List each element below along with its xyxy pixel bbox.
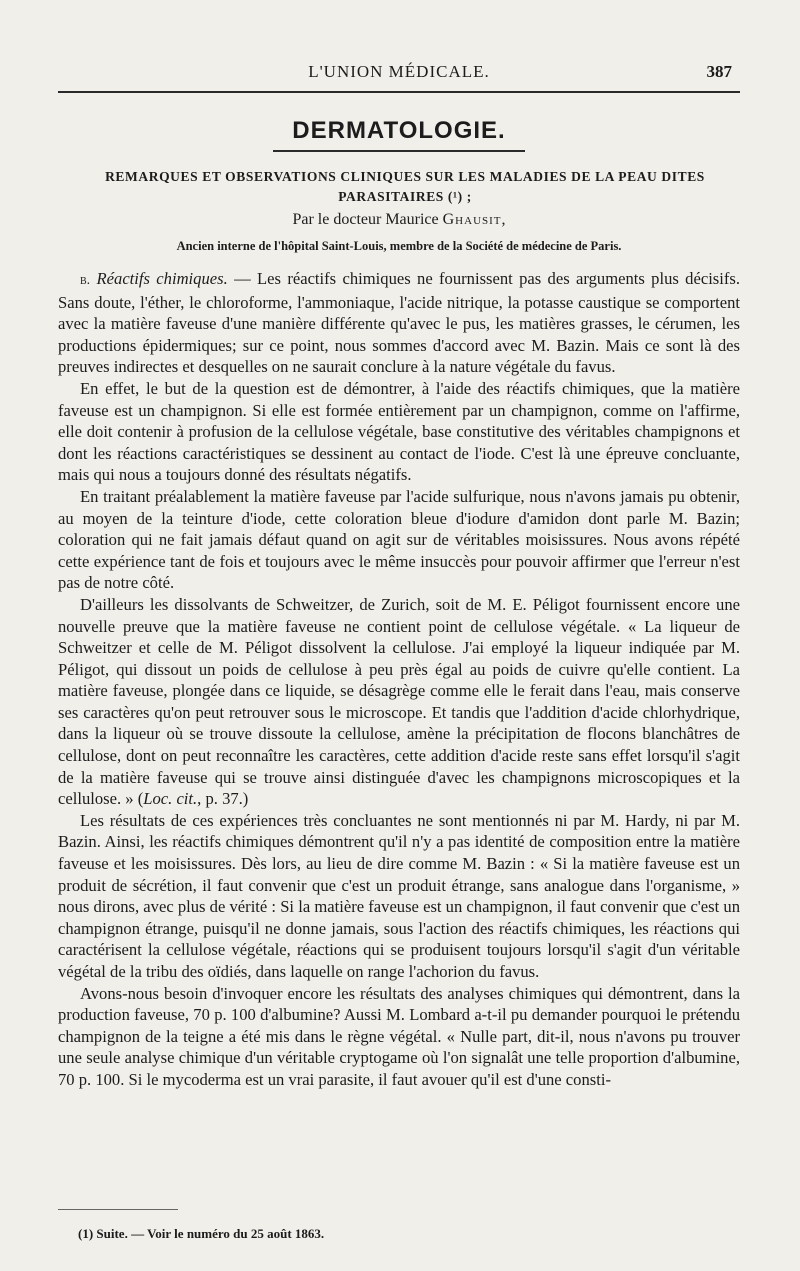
header-rule xyxy=(58,91,740,93)
author-name: Ghausit xyxy=(442,211,502,228)
paragraph-1 xyxy=(58,268,740,378)
footnote-rule xyxy=(58,1209,178,1210)
paragraph-6: Avons-nous besoin d'invoquer encore les résultats des analyses chimiques qui démontrent, dans la production faveuse, 70 p. 100 d'albumine? Aussi M. Lombard a-t-il pu demander pourquoi le prétendu champignon de la teigne a été mis dans le règne végétal. « Nulle part, dit-il, nous n'avons pu trouver une seule analyse chimique d'un véritable cryptogame où l'on signalât une telle proportion d'albumine, 70 p. 100. Si le mycoderma est un vrai parasite, il faut avouer qu'il est d'une consti- xyxy=(58,983,740,1089)
footnote: (1) Suite. — Voir le numéro du 25 août 1863. xyxy=(78,1226,325,1241)
paragraph-4 xyxy=(58,594,740,810)
citation: Loc. cit. xyxy=(143,789,198,809)
running-head xyxy=(58,62,740,86)
paragraph-1-text: — Les réactifs chimiques ne fournissent pas des arguments plus décisifs. Sans doute, l'éther, le chloroforme, l'ammoniaque, l'acide nitrique, la potasse caustique se comportent avec la matière faveuse d'une manière différente qu'avec le pus, les matières grasses, le cérumen, les productions épidermiques; sur ce point, nous sommes d'accord avec M. Bazin. Mais ce sont là des preuves indirectes et desquelles on ne saurait conclure à la nature végétale du favus. xyxy=(58,269,741,377)
article-body xyxy=(58,268,740,1091)
citation-end: , p. 37.) xyxy=(197,789,249,809)
section-heading-rule xyxy=(273,150,525,152)
journal-page xyxy=(58,0,740,1271)
author-prefix: Par le docteur Maurice xyxy=(292,211,443,228)
article-title: REMARQUES ET OBSERVATIONS CLINIQUES SUR LES MALADIES DE LA PEAU DITES PARASITAIRES (¹) ; xyxy=(105,169,705,204)
section-heading: DERMATOLOGIE. xyxy=(292,117,506,144)
paragraph-5: Les résultats de ces expériences très concluantes ne sont mentionnés ni par M. Hardy, ni par M. Bazin. Ainsi, les réactifs chimiques démontrent qu'il n'y a pas identité de composition entre la matière faveuse et les moisissures. Dès lors, au lieu de dire comme M. Bazin : « Si la matière faveuse est un produit de sécrétion, il faut convenir que c'est un produit étrange, sans analogue dans l'organisme, » nous dirons, avec plus de vérité : Si la matière faveuse est un champignon, il faut convenir que c'est un champignon étrange, puisqu'il ne donne jamais, sous l'action des réactifs chimiques, les réactions qui caractérisent la cellulose végétale, réactions qui se produisent toujours lorsqu'il s'agit d'un véritable végétal de la tribu des oïdiés, dans laquelle on range l'achorion du favus. xyxy=(58,810,740,981)
page-number: 387 xyxy=(706,62,732,81)
paragraph-label: b. xyxy=(80,273,91,288)
subsection-heading: Réactifs chimiques. xyxy=(96,269,228,288)
paragraph-2: En effet, le but de la question est de démontrer, à l'aide des réactifs chimiques, que la matière faveuse est un champignon. Si elle est formée entièrement par un champignon, comme on l'affirme, elle doit contenir à profusion de la cellulose végétale, base constitutive des véritables champignons et dont les réactions caractéristiques se dessinent au contact de l'iode. C'est là une épreuve concluante, mais qui nous a toujours donné des résultats négatifs. xyxy=(58,378,740,485)
author-suffix: , xyxy=(501,211,506,228)
author-affiliation: Ancien interne de l'hôpital Saint-Louis, membre de la Société de médecine de Paris. xyxy=(176,239,622,253)
paragraph-3: En traitant préalablement la matière faveuse par l'acide sulfurique, nous n'avons jamais pu obtenir, au moyen de la teinture d'iode, cette coloration bleue d'iodure d'amidon dont parle M. Bazin; coloration qui ne fait jamais défaut quand on agit sur de véritables moisissures. Nous avons répété cette expérience tant de fois et toujours avec le même insuccès pour pouvoir affirmer que l'erreur n'est pas de notre côté. xyxy=(58,486,740,593)
running-title: L'UNION MÉDICALE. xyxy=(308,62,490,81)
paragraph-4-text: D'ailleurs les dissolvants de Schweitzer, de Zurich, soit de M. E. Péligot fournissent encore une nouvelle preuve que la matière faveuse ne contient point de cellulose végétale. « La liqueur de Schweitzer et celle de M. Péligot dissolvent la cellulose. J'ai employé la liqueur indiquée par M. Péligot, qui dissout un poids de cellulose à peu près égal au poids de cuivre qu'elle contient. La matière faveuse, plongée dans ce liquide, se désagrège comme elle le ferait dans l'eau, mais conserve ses caractères qu'on peut retrouver sous le microscope. Et tandis que l'addition d'acide chlorhydrique, dans la liqueur où se trouve dissoute la cellulose, amène la précipitation de flocons blanchâtres de cellulose, dont on peut reconnaître les caractères, cette addition d'acide reste sans effet lorsqu'il s'agit de la matière faveuse qui se trouve ainsi distinguée d'avec les champignons microscopiques et la cellulose. » ( xyxy=(58,594,740,809)
author-line xyxy=(58,211,740,229)
